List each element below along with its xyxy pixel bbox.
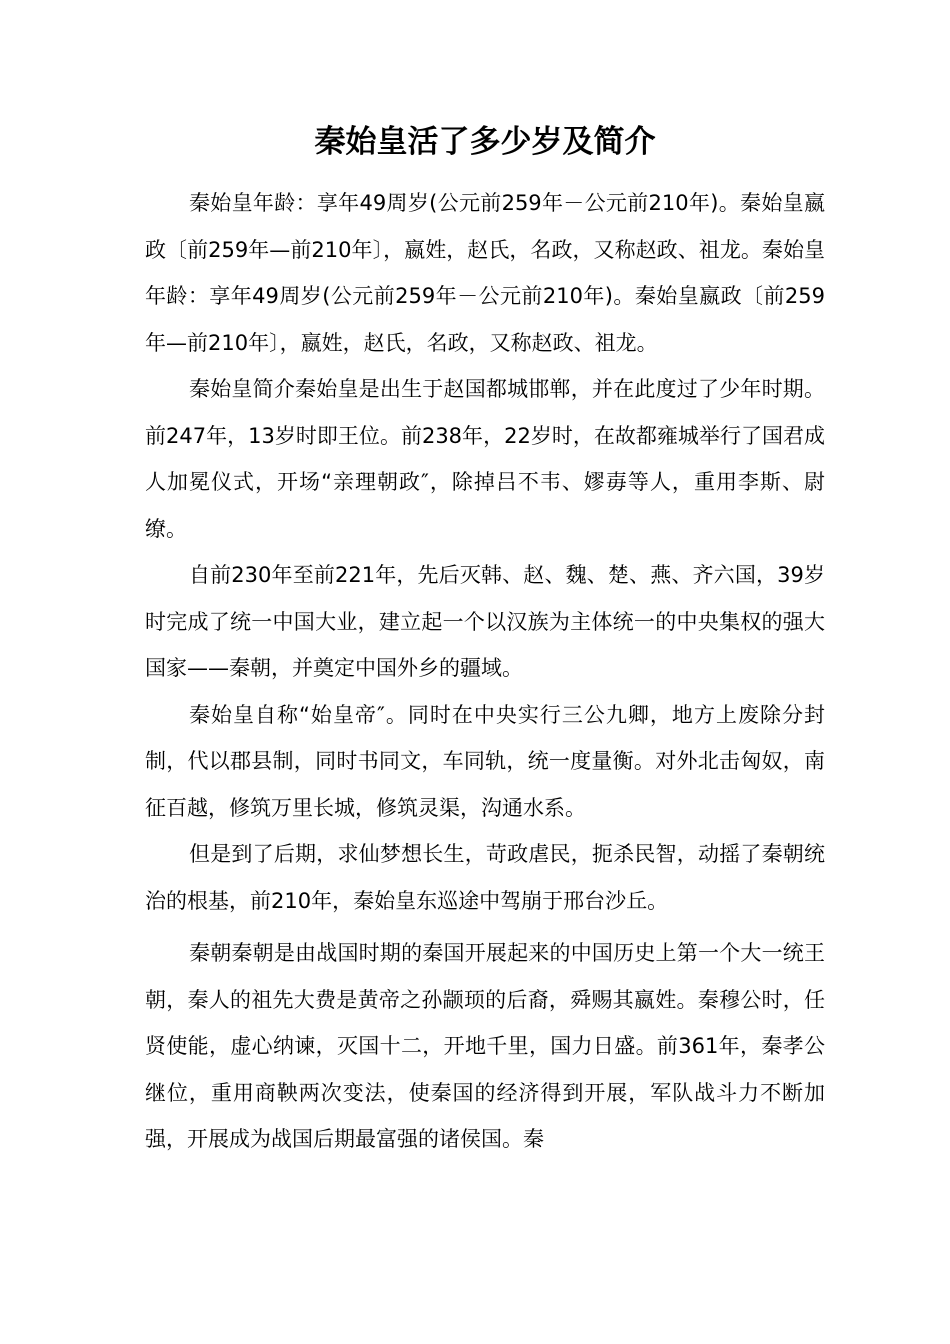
paragraph-reforms: 秦始皇自称“始皇帝″。同时在中央实行三公九卿，地方上废除分封制，代以郡县制，同时书同文，车同轨，统一度量衡。对外北击匈奴，南征百越，修筑万里长城，修筑灵渠，沟通水系。 xyxy=(145,702,825,820)
paragraph-age: 秦始皇年龄：享年49周岁(公元前259年－公元前210年)。秦始皇嬴政〔前259年—前210年〕，嬴姓，赵氏，名政，又称赵政、祖龙。秦始皇年龄：享年49周岁(公元前259年－公元前210年)。秦始皇嬴政〔前259年—前210年〕，嬴姓，赵氏，名政，又称赵政、祖龙。 xyxy=(145,191,825,355)
document-body xyxy=(145,180,825,1163)
paragraph-biography: 秦始皇简介秦始皇是出生于赵国都城邯郸，并在此度过了少年时期。前247年，13岁时即王位。前238年，22岁时，在故都雍城举行了国君成人加冕仪式，开场“亲理朝政″，除掉吕不韦、嫪毐等人，重用李斯、尉缭。 xyxy=(145,377,825,541)
paragraph-later-years: 但是到了后期，求仙梦想长生，苛政虐民，扼杀民智，动摇了秦朝统治的根基，前210年，秦始皇东巡途中驾崩于邢台沙丘。 xyxy=(145,842,825,913)
paragraph-qin-dynasty: 秦朝秦朝是由战国时期的秦国开展起来的中国历史上第一个大一统王朝，秦人的祖先大费是黄帝之孙颛顼的后裔，舜赐其嬴姓。秦穆公时，任贤使能，虚心纳谏，灭国十二，开地千里，国力日盛。前361年，秦孝公继位，重用商鞅两次变法，使秦国的经济得到开展，军队战斗力不断加强，开展成为战国后期最富强的诸侯国。秦 xyxy=(145,941,825,1151)
document-title: 秦始皇活了多少岁及简介 xyxy=(314,124,656,160)
paragraph-unification: 自前230年至前221年，先后灭韩、赵、魏、楚、燕、齐六国，39岁时完成了统一中国大业，建立起一个以汉族为主体统一的中央集权的强大国家——秦朝，并奠定中国外乡的疆域。 xyxy=(145,563,825,680)
